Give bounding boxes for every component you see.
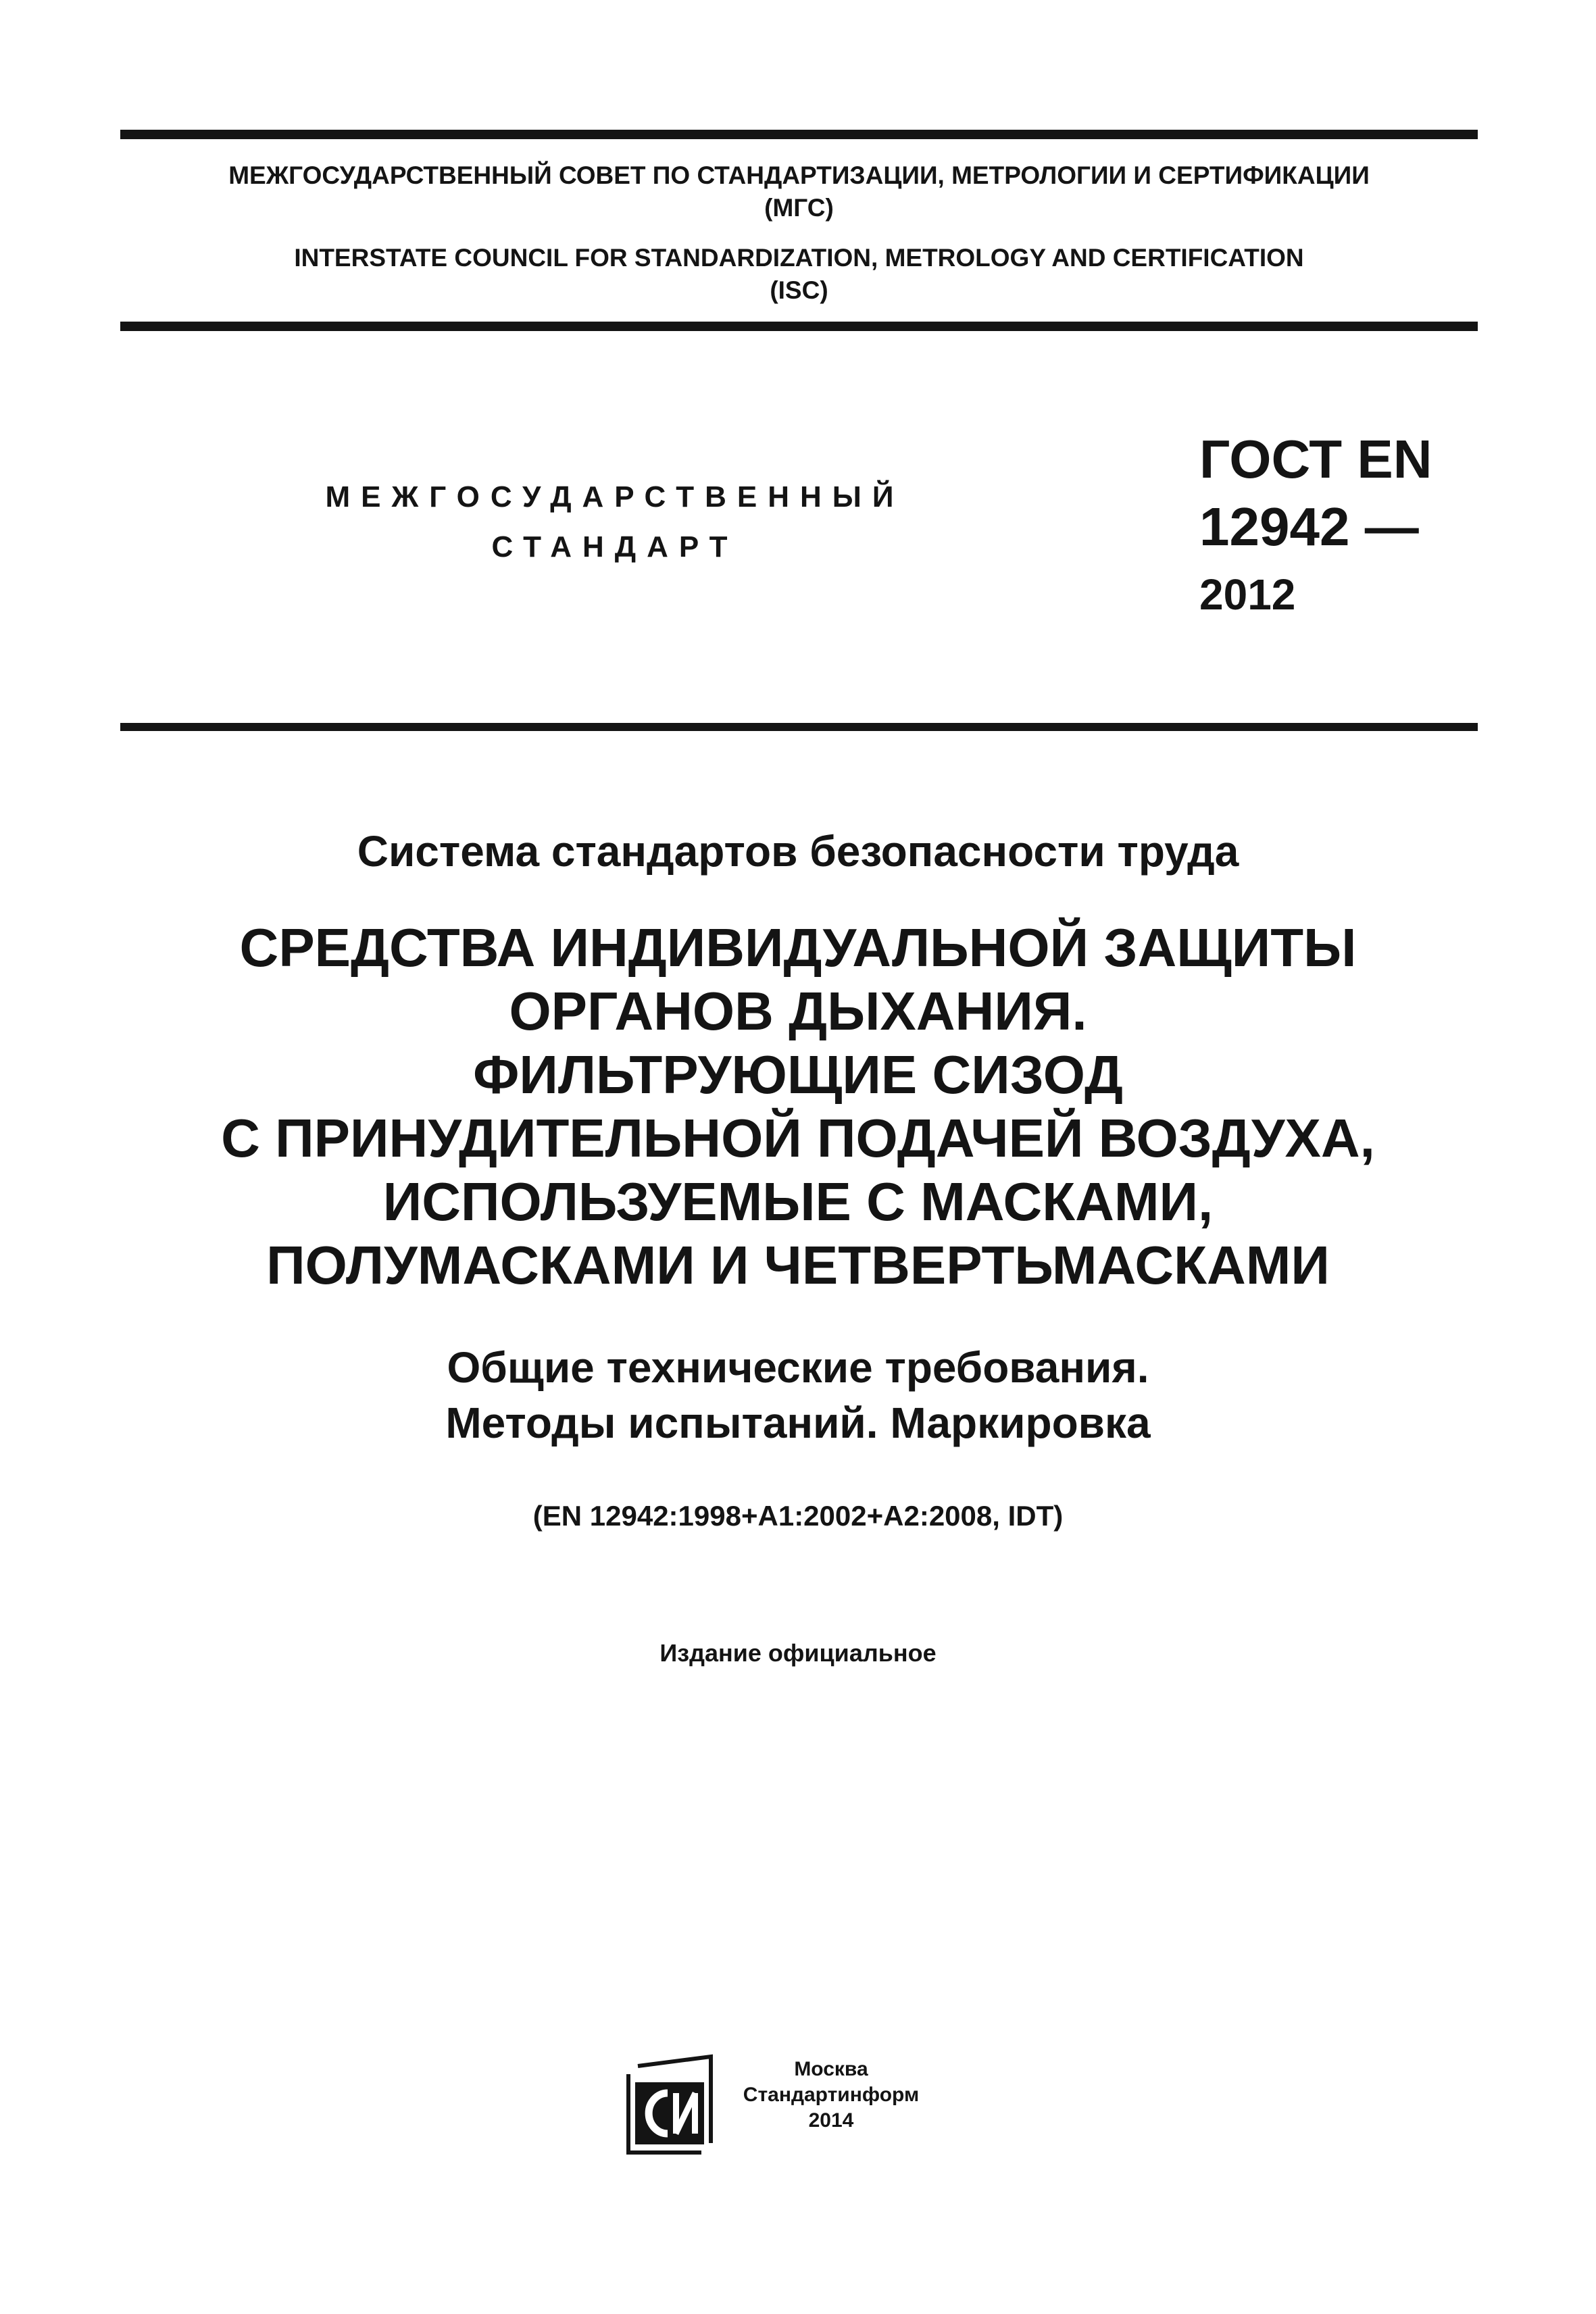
main-title-line-2: ОРГАНОВ ДЫХАНИЯ. (509, 981, 1087, 1041)
sub-title-line-1: Общие технические требования. (447, 1343, 1149, 1392)
gost-designation-line2: 12942 — (1199, 497, 1419, 557)
international-reference: (EN 12942:1998+A1:2002+A2:2008, IDT) (532, 1500, 1064, 1532)
council-name-ru: МЕЖГОСУДАРСТВЕННЫЙ СОВЕТ ПО СТАНДАРТИЗАЦИИ, МЕТРОЛОГИИ И СЕРТИФИКАЦИИ (228, 161, 1370, 189)
council-abbr-en: (ISC) (770, 276, 828, 304)
series-title: Система стандартов безопасности труда (357, 827, 1239, 876)
sub-title-line-2: Методы испытаний. Маркировка (445, 1399, 1151, 1447)
standartinform-logo (626, 2054, 720, 2155)
council-name-en: INTERSTATE COUNCIL FOR STANDARDIZATION, METROLOGY AND CERTIFICATION (294, 244, 1304, 272)
publisher-name: Стандартинформ (743, 2084, 920, 2106)
publication-year: 2014 (808, 2109, 854, 2132)
top-rule (120, 130, 1478, 139)
main-title-line-3: ФИЛЬТРУЮЩИЕ СИЗОД (473, 1045, 1123, 1105)
main-title-line-1: СРЕДСТВА ИНДИВИДУАЛЬНОЙ ЗАЩИТЫ (239, 917, 1357, 978)
publisher-city: Москва (794, 2058, 868, 2080)
sub-title (0, 1340, 1596, 1451)
main-title-line-4: С ПРИНУДИТЕЛЬНОЙ ПОДАЧЕЙ ВОЗДУХА, (221, 1108, 1375, 1168)
standard-type-line2: СТАНДАРТ (491, 530, 739, 563)
edition-note: Издание официальное (659, 1639, 937, 1667)
main-title-line-6: ПОЛУМАСКАМИ И ЧЕТВЕРТЬМАСКАМИ (266, 1235, 1330, 1295)
council-abbr-ru: (МГС) (764, 194, 834, 222)
publisher-info (730, 2057, 932, 2134)
gost-designation-line3: 2012 (1199, 570, 1296, 619)
title-top-rule (120, 723, 1478, 731)
gost-designation-line1: ГОСТ EN (1199, 429, 1432, 489)
main-title (0, 916, 1596, 1297)
header-bottom-rule (120, 322, 1478, 331)
main-title-line-5: ИСПОЛЬЗУЕМЫЕ С МАСКАМИ, (382, 1172, 1214, 1232)
standard-type-line1: МЕЖГОСУДАРСТВЕННЫЙ (325, 480, 905, 513)
